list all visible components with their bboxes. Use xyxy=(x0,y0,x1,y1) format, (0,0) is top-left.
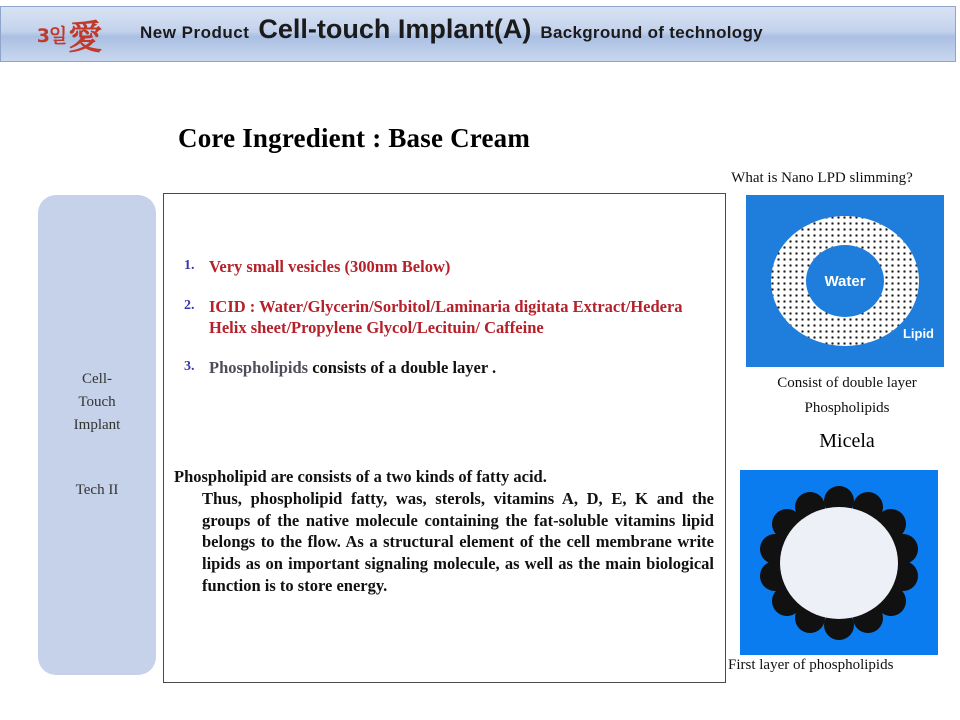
brand-logo-small: 3일 xyxy=(36,24,67,47)
lipid-label: Lipid xyxy=(902,326,934,341)
body-paragraph-rest: Thus, phospholipid fatty, was, sterols, vitamins A, D, E, K and the groups of the native molecule containing the fat-soluble vitamins lipid belongs to the flow. As a structural element of the cell membrane write lipids as on important signaling molecule, as well as the main biological function is to store energy. xyxy=(202,488,714,595)
header-bar xyxy=(0,0,960,70)
caption-first-layer: First layer of phospholipids xyxy=(728,657,894,673)
sidebar-tab-line3: Implant xyxy=(73,417,121,433)
header-title: Cell-touch Implant(A) xyxy=(258,14,532,44)
list-item-label: ICID : Water/Glycerin/Sorbitol/Laminaria digitata Extract/Hedera Helix sheet/Propylene Glycol/Lecituin/ Caffeine xyxy=(209,297,683,338)
caption-consist-double-layer: Consist of double layer xyxy=(777,375,917,391)
header-prefix: New Product xyxy=(140,23,250,42)
water-core-label: Water xyxy=(824,272,866,290)
brand-logo xyxy=(8,8,130,60)
ingredient-list xyxy=(174,256,719,397)
header-title-group xyxy=(140,14,940,58)
nano-lpd-question: What is Nano LPD slimming? xyxy=(731,170,913,186)
body-paragraph-line1: Phospholipid are consists of a two kinds of fatty acid. xyxy=(174,467,547,486)
list-item-number: 1. xyxy=(184,258,195,273)
content-box xyxy=(163,193,726,683)
list-item-label: Very small vesicles (300nm Below) xyxy=(209,257,451,276)
list-item-label-emphasis: Phospholipids xyxy=(209,358,309,378)
header-suffix: Background of technology xyxy=(540,23,763,42)
list-item xyxy=(174,296,719,338)
micela-diagram-icon xyxy=(746,195,944,367)
page-title: Core Ingredient : Base Cream xyxy=(178,123,531,153)
caption-micela: Micela xyxy=(819,430,875,452)
phospholipid-ring-core xyxy=(780,507,898,619)
list-item-number: 3. xyxy=(184,359,195,375)
body-paragraph xyxy=(174,466,714,597)
list-item-number: 2. xyxy=(184,298,195,314)
sidebar-tab-line1: Cell- xyxy=(82,370,112,387)
list-item xyxy=(174,357,719,378)
list-item xyxy=(174,256,719,277)
water-core xyxy=(806,245,884,317)
caption-phospholipids: Phospholipids xyxy=(804,400,890,416)
sidebar-tab-line2: Touch xyxy=(78,393,116,410)
sidebar-tab[interactable] xyxy=(38,195,156,675)
sidebar-tab-line4: Tech II xyxy=(75,482,119,499)
list-item-label: consists of a double layer . xyxy=(312,358,497,378)
brand-logo-glyph: 愛 xyxy=(68,17,102,58)
phospholipid-layer-diagram-icon xyxy=(740,470,938,655)
